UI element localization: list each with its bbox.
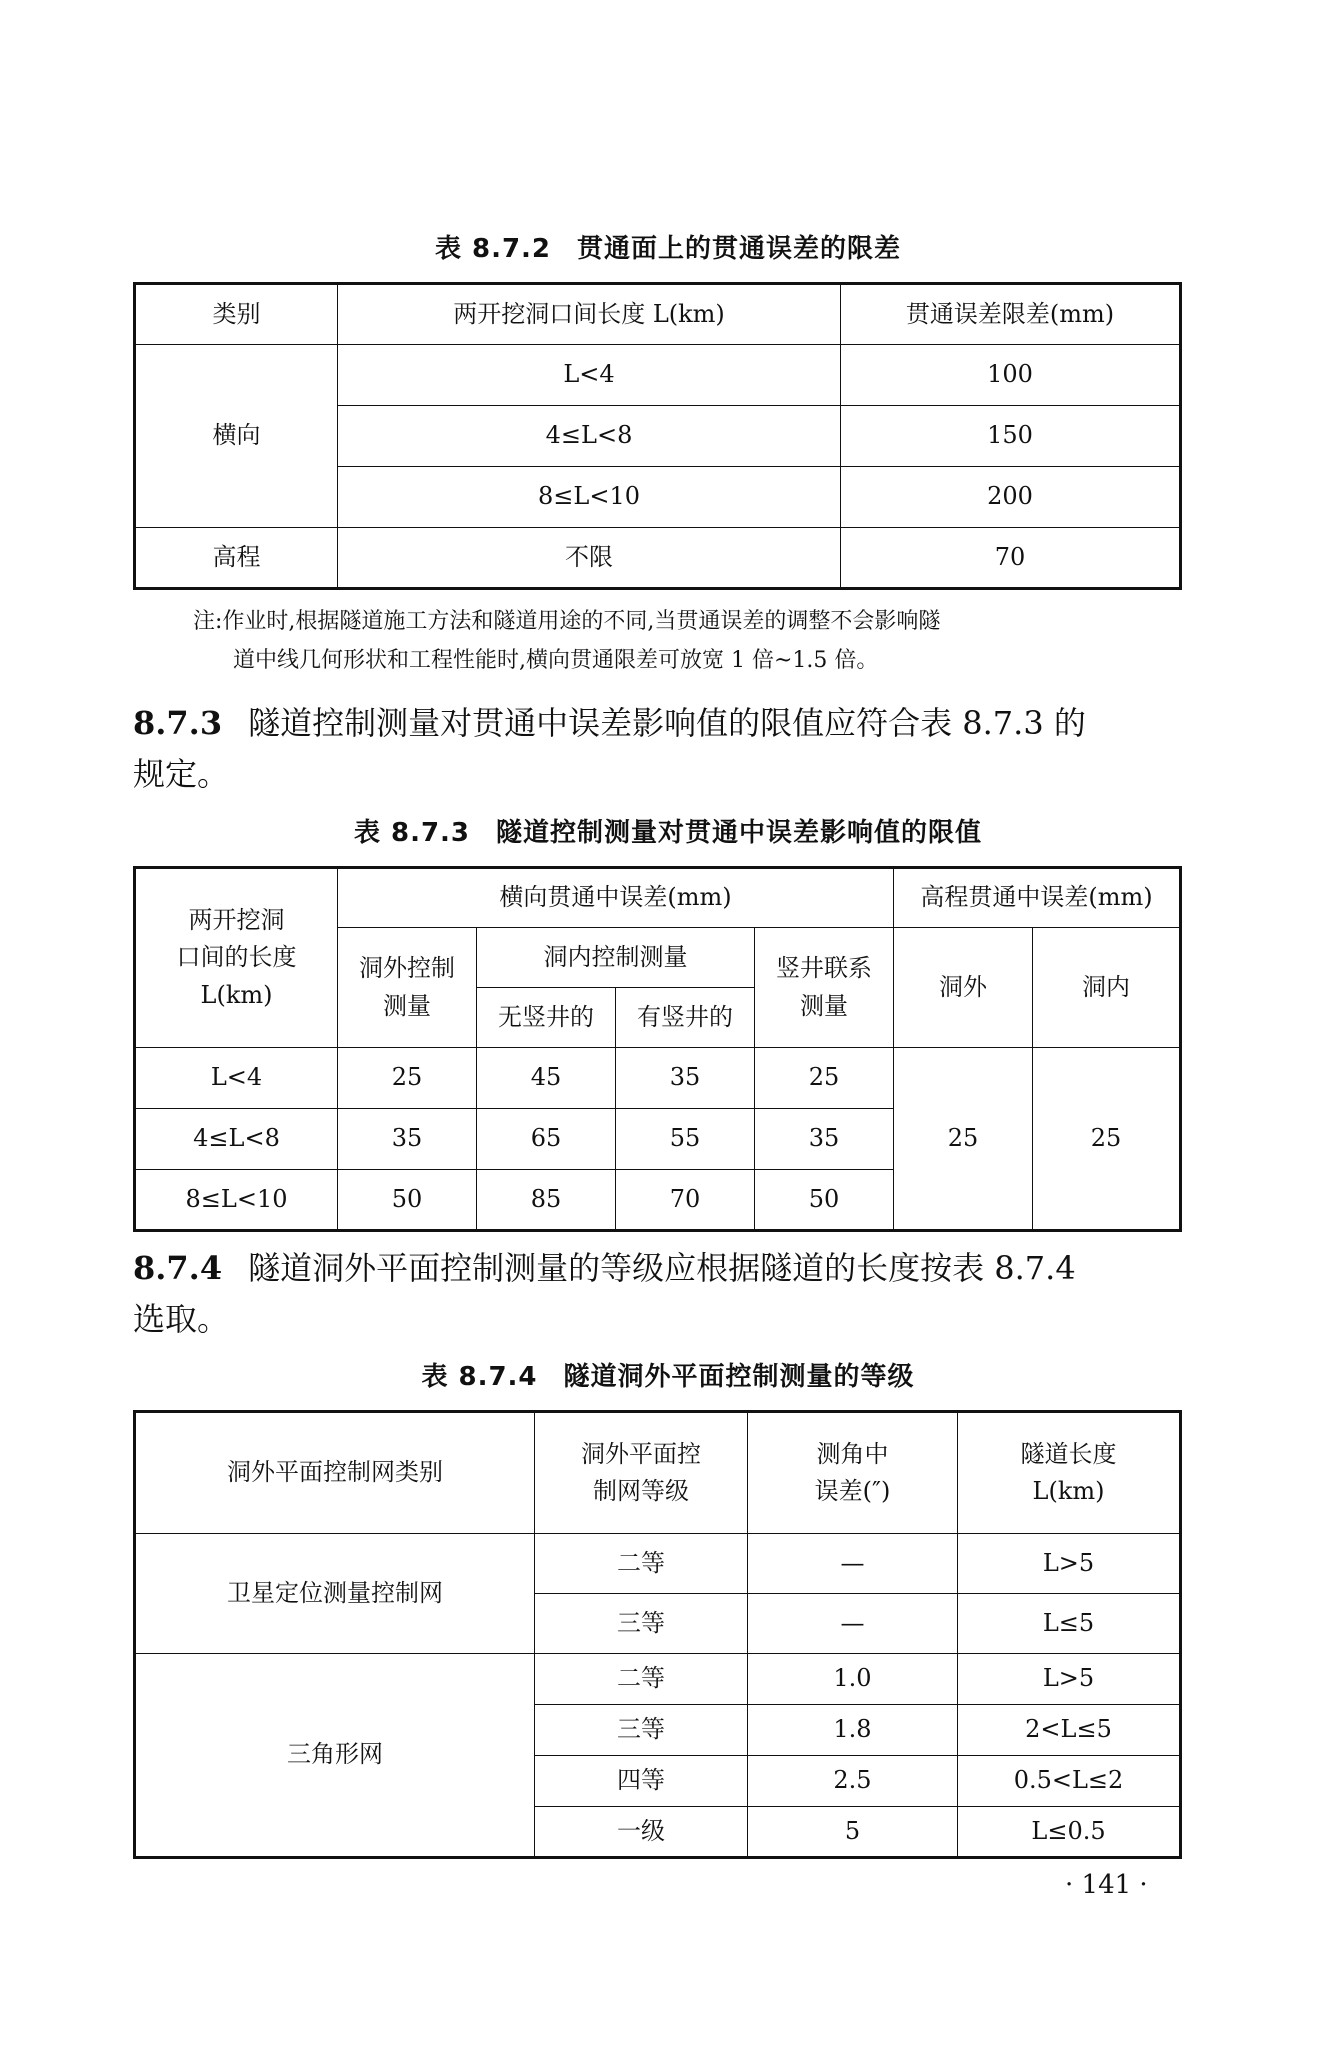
table-cell: L<4 xyxy=(338,345,841,406)
section-text: 规定。 xyxy=(133,755,230,794)
table-cell: 2<L≤5 xyxy=(958,1705,1181,1756)
header-line: 竖井联系 xyxy=(776,954,872,983)
table-cell: — xyxy=(748,1534,958,1594)
table-cell: 四等 xyxy=(535,1756,748,1807)
header-line: 制网等级 xyxy=(593,1477,689,1505)
table-cell: 200 xyxy=(841,467,1181,528)
header-line: 隧道长度 xyxy=(1020,1439,1117,1468)
header-line: 口间的长度 xyxy=(176,943,297,972)
table-cell: 三等 xyxy=(535,1705,748,1756)
table-cell: L≤0.5 xyxy=(958,1807,1181,1858)
caption-title: 隧道控制测量对贯通中误差影响值的限值 xyxy=(496,818,983,848)
table-cell: L>5 xyxy=(958,1534,1181,1594)
header-cell-network-grade xyxy=(535,1412,748,1534)
caption-title: 贯通面上的贯通误差的限差 xyxy=(577,234,902,264)
header-cell: 类别 xyxy=(135,284,338,345)
table-cell: L<4 xyxy=(135,1048,338,1109)
section-874 xyxy=(133,1243,1076,1345)
note-line: 注:作业时,根据隧道施工方法和隧道用途的不同,当贯通误差的调整不会影响隧 xyxy=(193,609,941,634)
page-number: · 141 · xyxy=(1065,1870,1148,1900)
header-line: 测量 xyxy=(383,991,431,1020)
table-cell: 25 xyxy=(338,1048,477,1109)
caption-number: 表 8.7.3 xyxy=(353,818,471,848)
table-cell: 45 xyxy=(477,1048,616,1109)
header-cell-angle-error xyxy=(748,1412,958,1534)
header-line: 洞外控制 xyxy=(359,954,455,983)
section-text: 隧道控制测量对贯通中误差影响值的限值应符合表 8.7.3 的 xyxy=(248,704,1086,742)
table-cell: 65 xyxy=(477,1109,616,1170)
table-caption-872 xyxy=(0,228,1336,265)
table-cell: 4≤L<8 xyxy=(135,1109,338,1170)
header-cell-outside: 洞外 xyxy=(894,928,1033,1048)
table-caption-873 xyxy=(0,812,1336,849)
table-cell-elev-out: 25 xyxy=(894,1048,1033,1231)
table-cell: 70 xyxy=(616,1170,755,1231)
table-cell: 8≤L<10 xyxy=(338,467,841,528)
table-cell: 8≤L<10 xyxy=(135,1170,338,1231)
header-line: 洞外平面控 xyxy=(581,1439,701,1468)
note-line: 道中线几何形状和工程性能时,横向贯通限差可放宽 1 倍~1.5 倍。 xyxy=(233,647,879,673)
table-cell: 85 xyxy=(477,1170,616,1231)
table-cell: 35 xyxy=(755,1109,894,1170)
header-line: L(km) xyxy=(1032,1477,1105,1505)
table-cell: 100 xyxy=(841,345,1181,406)
header-cell-tunnel-length xyxy=(958,1412,1181,1534)
group-cell-elevation: 高程 xyxy=(135,528,338,589)
table-cell: 50 xyxy=(338,1170,477,1231)
table-cell: 35 xyxy=(616,1048,755,1109)
table-cell: L≤5 xyxy=(958,1594,1181,1654)
table-cell: L>5 xyxy=(958,1654,1181,1705)
header-cell-network-type: 洞外平面控制网类别 xyxy=(135,1412,535,1534)
header-cell-shaft-connection xyxy=(755,928,894,1048)
table-cell: 三等 xyxy=(535,1594,748,1654)
table-cell: 55 xyxy=(616,1109,755,1170)
table-cell: 不限 xyxy=(338,528,841,589)
table-873 xyxy=(133,866,1182,1232)
header-line: 测量 xyxy=(800,991,848,1020)
group-cell-gnss: 卫星定位测量控制网 xyxy=(135,1534,535,1654)
table-caption-874 xyxy=(0,1356,1336,1393)
header-cell: 贯通误差限差(mm) xyxy=(841,284,1181,345)
table-cell: 70 xyxy=(841,528,1181,589)
caption-title: 隧道洞外平面控制测量的等级 xyxy=(563,1362,915,1392)
header-line: 误差(″) xyxy=(814,1477,891,1505)
table-cell: 1.8 xyxy=(748,1705,958,1756)
table-cell: 50 xyxy=(755,1170,894,1231)
section-number: 8.7.3 xyxy=(133,704,223,742)
header-line: 两开挖洞 xyxy=(188,906,285,935)
table-cell: 1.0 xyxy=(748,1654,958,1705)
table-cell: 二等 xyxy=(535,1654,748,1705)
table-cell: 35 xyxy=(338,1109,477,1170)
header-cell-no-shaft: 无竖井的 xyxy=(477,988,616,1048)
caption-number: 表 8.7.2 xyxy=(434,234,552,264)
header-cell-length xyxy=(135,868,338,1048)
table-cell: 0.5<L≤2 xyxy=(958,1756,1181,1807)
header-cell-inside-control: 洞内控制测量 xyxy=(477,928,755,988)
section-873 xyxy=(133,698,1086,800)
table-cell: 一级 xyxy=(535,1807,748,1858)
table-874 xyxy=(133,1410,1182,1859)
table-872 xyxy=(133,282,1182,590)
header-cell-lateral: 横向贯通中误差(mm) xyxy=(338,868,894,928)
header-line: 测角中 xyxy=(816,1439,889,1468)
table-cell: — xyxy=(748,1594,958,1654)
header-cell-with-shaft: 有竖井的 xyxy=(616,988,755,1048)
table-cell: 4≤L<8 xyxy=(338,406,841,467)
section-text: 隧道洞外平面控制测量的等级应根据隧道的长度按表 8.7.4 xyxy=(248,1249,1076,1287)
group-cell-lateral: 横向 xyxy=(135,345,338,528)
section-text: 选取。 xyxy=(133,1300,230,1339)
group-cell-triangulation: 三角形网 xyxy=(135,1654,535,1858)
table-cell-elev-in: 25 xyxy=(1033,1048,1181,1231)
header-line: L(km) xyxy=(200,980,273,1009)
header-cell-elevation: 高程贯通中误差(mm) xyxy=(894,868,1181,928)
table-cell: 2.5 xyxy=(748,1756,958,1807)
header-cell-inside: 洞内 xyxy=(1033,928,1181,1048)
table-cell: 150 xyxy=(841,406,1181,467)
table-note xyxy=(193,603,940,680)
header-cell: 两开挖洞口间长度 L(km) xyxy=(338,284,841,345)
table-cell: 5 xyxy=(748,1807,958,1858)
caption-number: 表 8.7.4 xyxy=(421,1362,538,1392)
table-cell: 25 xyxy=(755,1048,894,1109)
table-cell: 二等 xyxy=(535,1534,748,1594)
header-cell-outside-control xyxy=(338,928,477,1048)
section-number: 8.7.4 xyxy=(133,1249,223,1287)
